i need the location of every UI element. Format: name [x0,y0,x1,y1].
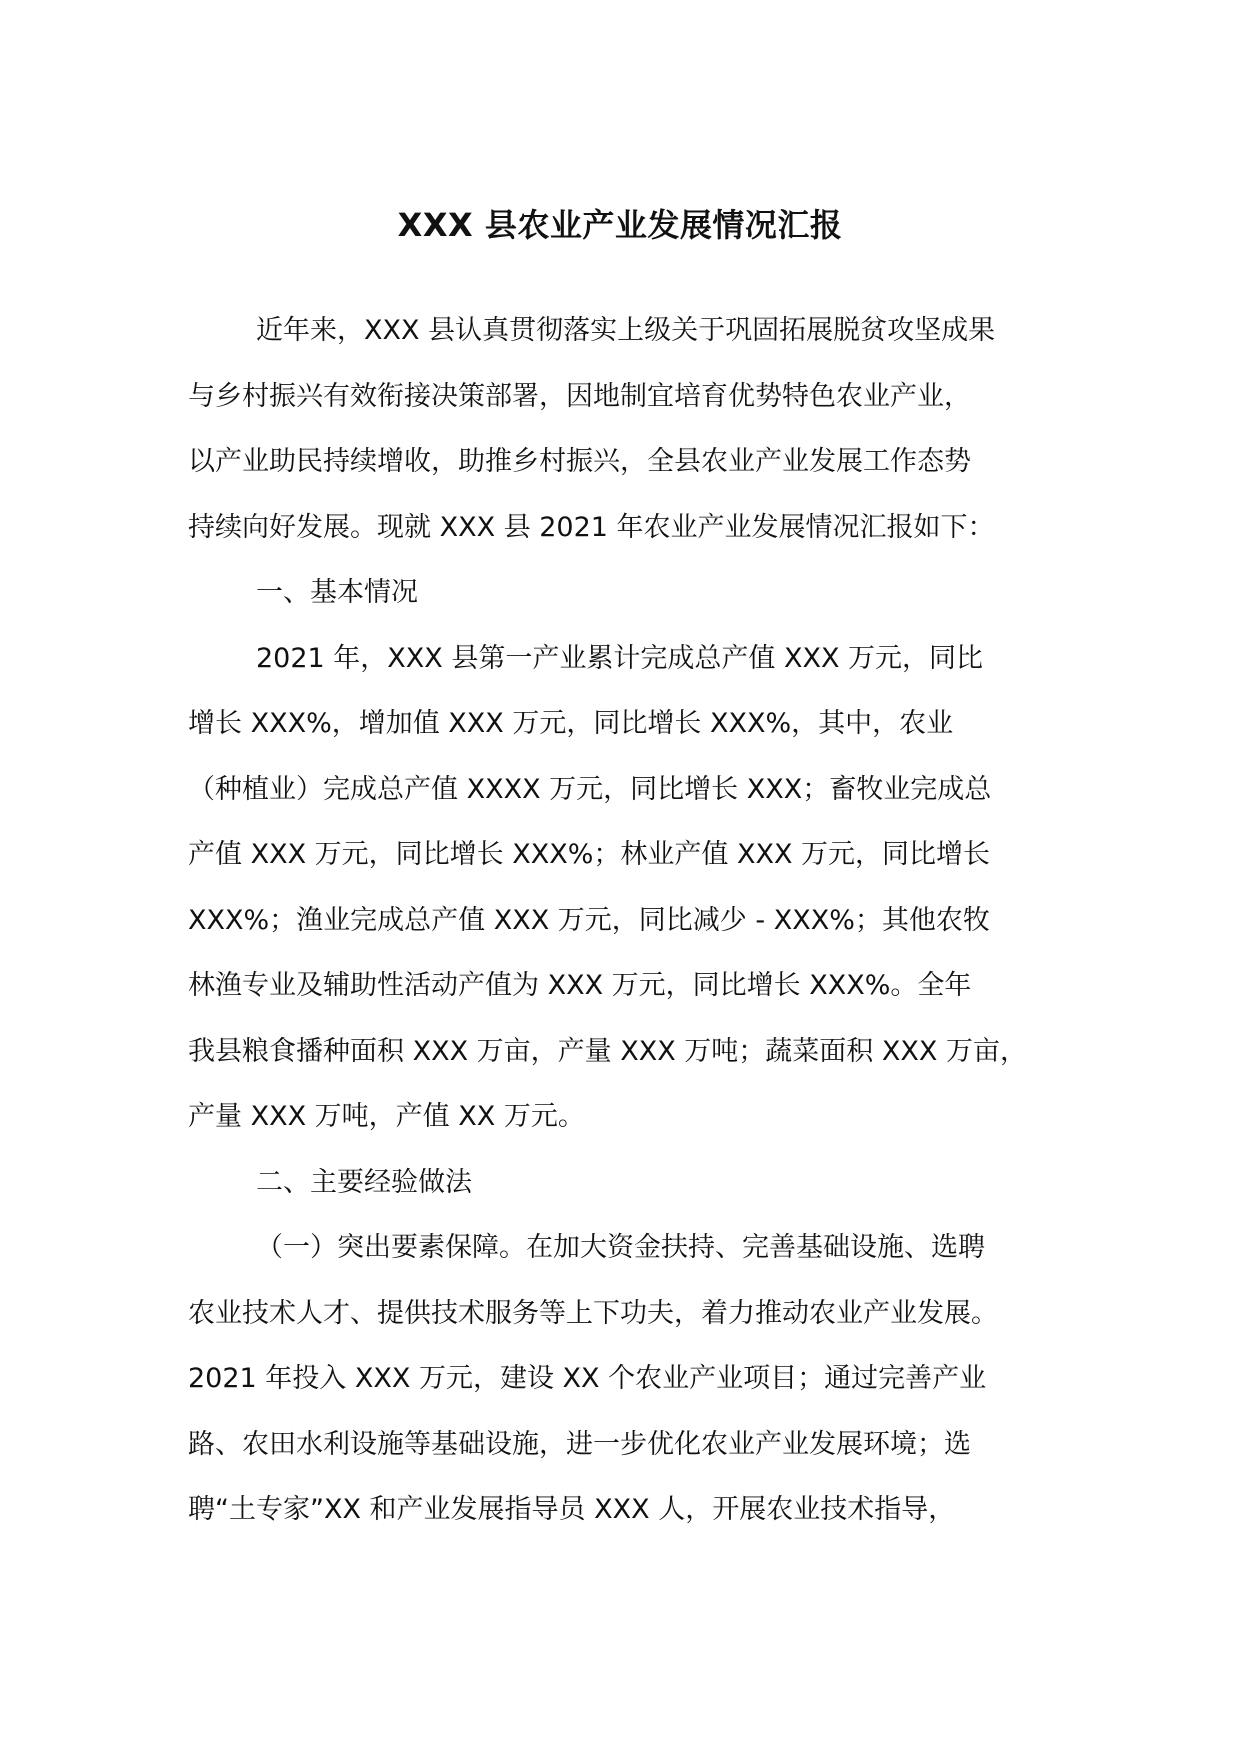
paragraph-line: 产值 XXX 万元，同比增长 XXX%；林业产值 XXX 万元，同比增长 [188,839,991,870]
paragraph-line: XXX%；渔业完成总产值 XXX 万元，同比减少 - XXX%；其他农牧 [188,904,990,936]
paragraph-line: 与乡村振兴有效衔接决策部署，因地制宜培育优势特色农业产业， [188,380,971,412]
section-heading: 一、基本情况 [256,577,418,608]
document-body [188,298,1078,1543]
paragraph-line: 增长 XXX%，增加值 XXX 万元，同比增长 XXX%，其中，农业 [188,708,954,739]
paragraph-line: 路、农田水利设施等基础设施，进一步优化农业产业发展环境；选 [188,1428,971,1460]
paragraph-line: 持续向好发展。现就 XXX 县 2021 年农业产业发展情况汇报如下： [188,511,995,543]
section-heading: 二、主要经验做法 [256,1166,472,1198]
paragraph-line: 2021 年，XXX 县第一产业累计完成总产值 XXX 万元，同比 [256,642,984,674]
paragraph-line: 我县粮食播种面积 XXX 万亩，产量 XXX 万吨；蔬菜面积 XXX 万亩， [188,1035,1027,1067]
document-title: XXX 县农业产业发展情况汇报 [397,206,843,244]
paragraph-line: （一）突出要素保障。在加大资金扶持、完善基础设施、选聘 [256,1232,985,1263]
paragraph-line: 林渔专业及辅助性活动产值为 XXX 万元，同比增长 XXX%。全年 [188,970,972,1001]
paragraph-line: 产量 XXX 万吨，产值 XX 万元。 [188,1101,585,1132]
paragraph-line: 农业技术人才、提供技术服务等上下功夫，着力推动农业产业发展。 [188,1297,998,1329]
paragraph-line: 聘“土专家”XX 和产业发展指导员 XXX 人，开展农业技术指导， [188,1494,956,1525]
paragraph-line: 以产业助民持续增收，助推乡村振兴，全县农业产业发展工作态势 [188,446,971,477]
paragraph-line: 近年来，XXX 县认真贯彻落实上级关于巩固拓展脱贫攻坚成果 [256,315,996,346]
paragraph-line: （种植业）完成总产值 XXXX 万元，同比增长 XXX；畜牧业完成总 [188,773,992,805]
paragraph-line: 2021 年投入 XXX 万元，建设 XX 个农业产业项目；通过完善产业 [188,1363,987,1394]
